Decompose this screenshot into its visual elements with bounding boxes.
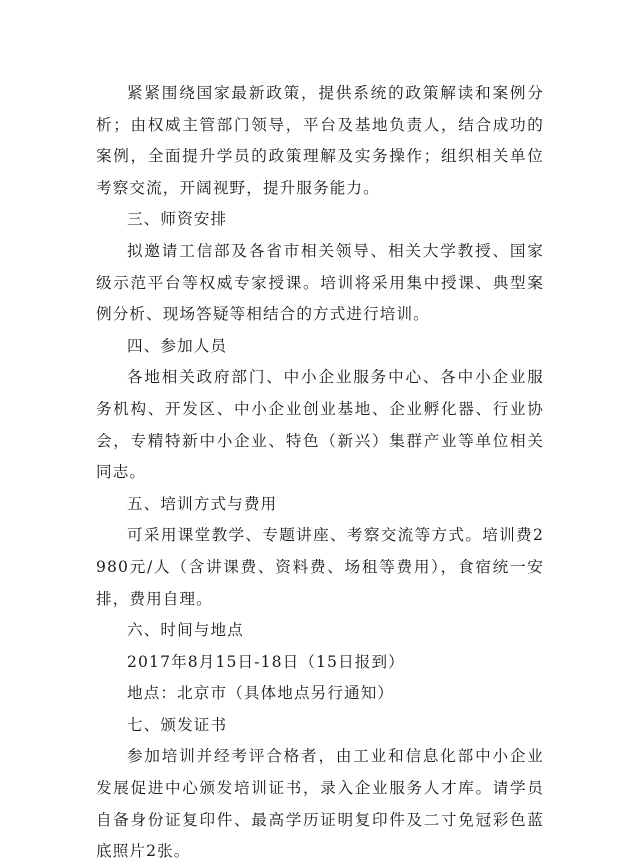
section-6-place: 地点：北京市（具体地点另行通知） (127, 684, 395, 703)
section-5-heading: 五、培训方式与费用 (127, 494, 278, 513)
document-content (96, 78, 544, 868)
section-3-body: 拟邀请工信部及各省市相关领导、相关大学教授、国家级示范平台等权威专家授课。培训将采用集中授课、典型案例分析、现场答疑等相结合的方式进行培训。 (96, 241, 544, 324)
section-4-heading: 四、参加人员 (127, 336, 228, 355)
section-6-date: 2017年8月15日-18日（15日报到） (127, 652, 405, 671)
section-4-body: 各地相关政府部门、中小企业服务中心、各中小企业服务机构、开发区、中小企业创业基地、企业孵化器、行业协会，专精特新中小企业、特色（新兴）集群产业等单位相关同志。 (96, 368, 544, 482)
policy-paragraph: 紧紧围绕国家最新政策，提供系统的政策解读和案例分析；由权威主管部门领导，平台及基地负责人，结合成功的案例，全面提升学员的政策理解及实务操作；组织相关单位考察交流，开阔视野，提升服务能力。 (96, 84, 544, 197)
section-7-body: 参加培训并经考评合格者，由工业和信息化部中小企业发展促进中心颁发培训证书，录入企业服务人才库。请学员自备身份证复印件、最高学历证明复印件及二寸免冠彩色蓝底照片2张。 (96, 747, 544, 861)
section-7-heading: 七、颁发证书 (127, 715, 228, 734)
section-3-heading: 三、师资安排 (127, 210, 228, 229)
section-5-body: 可采用课堂教学、专题讲座、考察交流等方式。培训费2980元/人（含讲课费、资料费、场租等费用），食宿统一安排，费用自理。 (96, 526, 544, 608)
section-6-heading: 六、时间与地点 (127, 621, 244, 640)
